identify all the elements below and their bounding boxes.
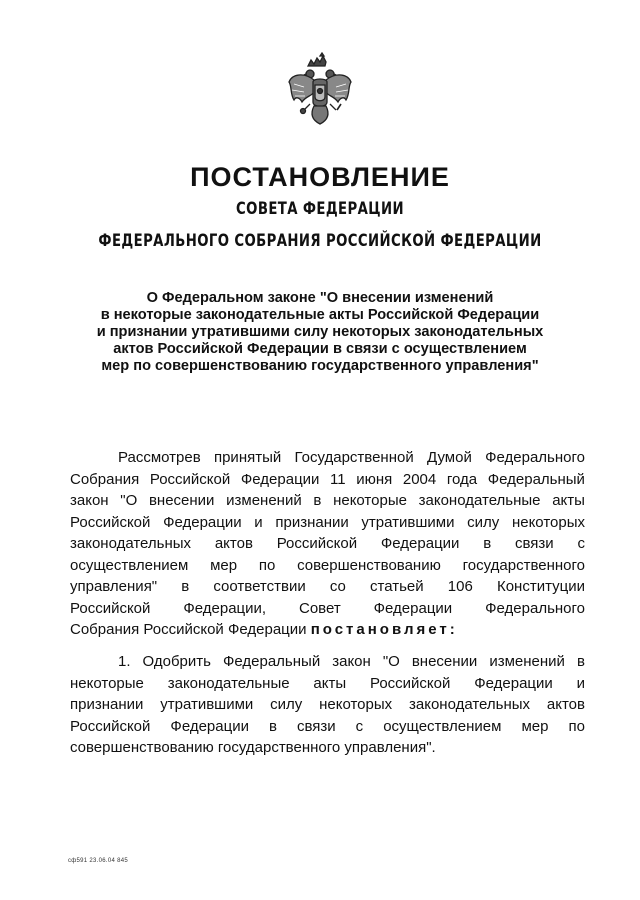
text-line — [70, 576, 585, 598]
word: внесении — [411, 653, 478, 670]
text-segment: Собрания Российской Федерации — [70, 621, 311, 638]
word: признании — [275, 513, 349, 531]
word: Федерации — [380, 535, 460, 552]
resolution-verb: постановляет: — [310, 621, 458, 638]
text-line — [70, 490, 585, 512]
word: 106 — [447, 578, 473, 595]
document-code: сф591 23.06.04 845 — [68, 858, 129, 864]
word: совершенствованию — [297, 556, 441, 574]
law-title — [0, 290, 640, 375]
word: внесении — [148, 492, 215, 509]
word: некоторые — [333, 492, 407, 509]
text-line — [70, 619, 585, 641]
word: признании — [70, 696, 144, 713]
word: Федеральный — [487, 470, 585, 488]
word: акты — [552, 492, 585, 509]
word: некоторых — [511, 513, 585, 531]
word: актов — [546, 696, 585, 713]
text-line — [70, 512, 585, 534]
text-line — [70, 533, 585, 555]
paragraph-clause-1 — [70, 651, 585, 759]
word: управления" — [70, 578, 158, 595]
word: законодательных — [409, 696, 531, 713]
word: с — [577, 535, 585, 552]
issuer-line-2: ФЕДЕРАЛЬНОГО СОБРАНИЯ РОССИЙСКОЙ ФЕДЕРАЦИИ — [98, 231, 542, 251]
word: законодательные — [418, 492, 541, 509]
word: Российской — [70, 599, 151, 617]
word: силу — [467, 513, 500, 531]
text-line — [70, 651, 585, 673]
word: акты — [313, 674, 347, 692]
word: Рассмотрев — [118, 449, 201, 466]
word: принятый — [213, 449, 282, 466]
law-title-line: О Федеральном законе "О внесении изменений — [146, 290, 494, 306]
word: и — [576, 674, 585, 692]
word: "О — [120, 492, 138, 509]
word: Российской — [149, 470, 231, 488]
word: года — [446, 470, 478, 488]
word: связи — [514, 535, 554, 552]
word: по — [258, 556, 276, 574]
word: закон — [70, 492, 109, 509]
word: некоторые — [70, 674, 144, 692]
word: статьей — [370, 578, 424, 595]
document-title: ПОСТАНОВЛЕНИЕ — [190, 162, 450, 192]
word: изменений — [489, 653, 565, 670]
issuer-line-1: СОВЕТА ФЕДЕРАЦИИ — [236, 199, 404, 219]
word: Федерации — [170, 717, 249, 735]
word: Федерации, — [183, 599, 267, 617]
word: Российской — [276, 535, 358, 552]
word: изменений — [226, 492, 302, 509]
word: мер — [521, 717, 549, 735]
text-line — [70, 555, 585, 577]
text-line — [70, 447, 585, 469]
law-title-line: актов Российской Федерации в связи с осуществлением — [113, 341, 527, 357]
word: актов — [214, 535, 253, 552]
word: Российской — [70, 717, 151, 735]
word: законодательных — [70, 535, 192, 552]
word: в — [313, 492, 322, 509]
text-line — [70, 737, 585, 759]
word: Федерального — [485, 599, 585, 617]
word: Одобрить — [142, 653, 211, 670]
word: соответствии — [213, 578, 306, 595]
coat-of-arms-icon — [286, 52, 354, 130]
word: Федерации — [240, 470, 320, 488]
text-line — [70, 716, 585, 738]
word: закон — [332, 653, 371, 670]
word: июня — [356, 470, 393, 488]
word: с — [355, 717, 364, 735]
text-line — [70, 598, 585, 620]
word: Федеральный — [222, 653, 321, 670]
word: некоторых — [319, 696, 393, 713]
word: в — [576, 653, 585, 670]
word: Федерации — [163, 513, 242, 531]
word: Российской — [70, 513, 151, 531]
word: 1. — [118, 653, 131, 670]
word: Собрания — [70, 470, 140, 488]
text-line — [70, 469, 585, 491]
word: со — [329, 578, 346, 595]
word: Совет — [299, 599, 341, 617]
word: 11 — [330, 470, 346, 488]
word: утратившими — [361, 513, 455, 531]
word: Думой — [426, 449, 472, 466]
word: государственного — [462, 556, 585, 574]
paragraph-preamble — [70, 447, 585, 641]
word: Федерации — [373, 599, 453, 617]
word: Конституции — [496, 578, 585, 595]
text-line — [70, 673, 585, 695]
word: в — [268, 717, 277, 735]
word: мер — [210, 556, 238, 574]
word: "О — [382, 653, 400, 670]
word: по — [568, 717, 585, 735]
text-segment: совершенствованию государственного управления". — [70, 739, 436, 756]
word: в — [181, 578, 190, 595]
law-title-line: в некоторые законодательные акты Российской Федерации — [100, 307, 540, 323]
word: в — [483, 535, 492, 552]
word: осуществлением — [383, 717, 502, 735]
word: Федерации — [474, 674, 553, 692]
word: законодательные — [167, 674, 290, 692]
word: Федерального — [485, 449, 585, 466]
word: осуществлением — [70, 556, 189, 574]
word: и — [254, 513, 263, 531]
law-title-line: мер по совершенствованию государственного управления" — [101, 358, 539, 374]
law-title-line: и признании утратившими силу некоторых законодательных — [96, 324, 544, 340]
word: Государственной — [294, 449, 414, 466]
word: Российской — [369, 674, 451, 692]
word: утратившими — [160, 696, 254, 713]
word: силу — [270, 696, 303, 713]
word: 2004 — [402, 470, 437, 488]
word: связи — [296, 717, 336, 735]
text-line — [70, 694, 585, 716]
